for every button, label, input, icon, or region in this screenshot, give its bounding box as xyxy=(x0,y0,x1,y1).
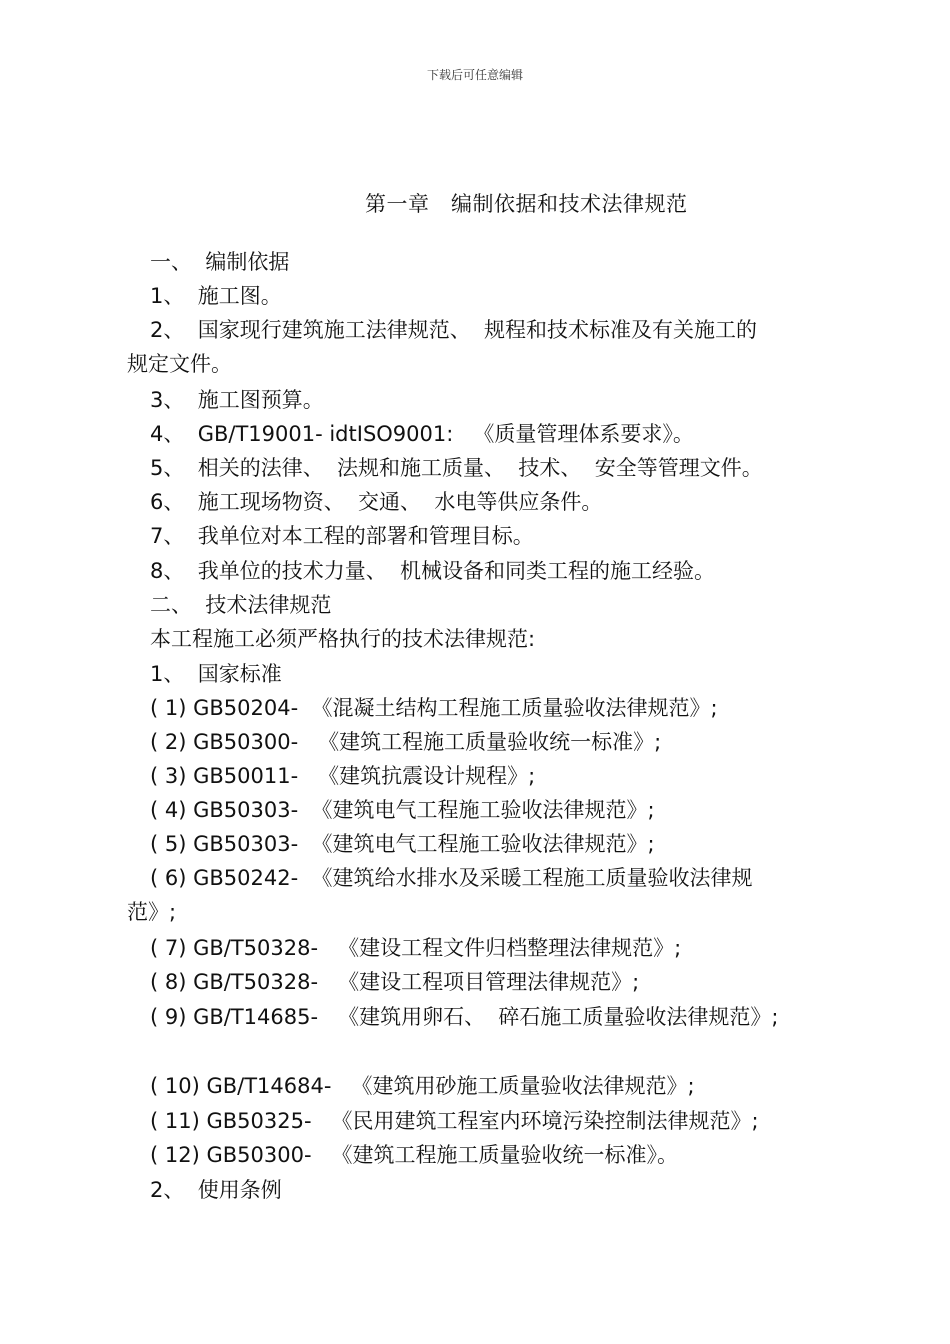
standard-item: ( 8) GB/T50328- 《建设工程项目管理法律规范》; xyxy=(150,970,640,994)
list-item: 5、 相关的法律、 法规和施工质量、 技术、 安全等管理文件。 xyxy=(150,456,763,480)
standard-item-continuation: 范》; xyxy=(127,900,177,924)
standard-item: ( 9) GB/T14685- 《建筑用卵石、 碎石施工质量验收法律规范》; xyxy=(150,1005,779,1029)
standard-item: ( 12) GB50300- 《建筑工程施工质量验收统一标准》。 xyxy=(150,1143,679,1167)
list-item: 2、 使用条例 xyxy=(150,1178,282,1202)
page-header: 下载后可任意编辑 xyxy=(426,68,523,82)
standard-item: ( 2) GB50300- 《建筑工程施工质量验收统一标准》; xyxy=(150,730,662,754)
standard-item: ( 11) GB50325- 《民用建筑工程室内环境污染控制法律规范》; xyxy=(150,1109,759,1133)
standard-item: ( 5) GB50303- 《建筑电气工程施工验收法律规范》; xyxy=(150,832,655,856)
list-item: 6、 施工现场物资、 交通、 水电等供应条件。 xyxy=(150,490,603,514)
list-item: 8、 我单位的技术力量、 机械设备和同类工程的施工经验。 xyxy=(150,559,716,583)
list-item: 1、 施工图。 xyxy=(150,284,282,308)
list-item: 3、 施工图预算。 xyxy=(150,388,324,412)
standard-item: ( 1) GB50204- 《混凝土结构工程施工质量验收法律规范》; xyxy=(150,696,718,720)
section-heading: 一、 编制依据 xyxy=(150,250,290,274)
standard-item: ( 6) GB50242- 《建筑给水排水及采暖工程施工质量验收法律规 xyxy=(150,866,753,890)
list-item: 1、 国家标准 xyxy=(150,662,282,686)
chapter-title: 第一章 编制依据和技术法律规范 xyxy=(365,192,688,216)
standard-item: ( 3) GB50011- 《建筑抗震设计规程》; xyxy=(150,764,536,788)
standard-item: ( 10) GB/T14684- 《建筑用砂施工质量验收法律规范》; xyxy=(150,1074,695,1098)
list-item-continuation: 规定文件。 xyxy=(127,352,232,376)
section-heading: 二、 技术法律规范 xyxy=(150,593,332,617)
standard-item: ( 4) GB50303- 《建筑电气工程施工验收法律规范》; xyxy=(150,798,655,822)
standard-item: ( 7) GB/T50328- 《建设工程文件归档整理法律规范》; xyxy=(150,936,682,960)
paragraph: 本工程施工必须严格执行的技术法律规范: xyxy=(150,627,536,651)
list-item: 7、 我单位对本工程的部署和管理目标。 xyxy=(150,524,534,548)
list-item: 2、 国家现行建筑施工法律规范、 规程和技术标准及有关施工的 xyxy=(150,318,758,342)
list-item: 4、 GB/T19001- idtISO9001: 《质量管理体系要求》。 xyxy=(150,422,694,446)
